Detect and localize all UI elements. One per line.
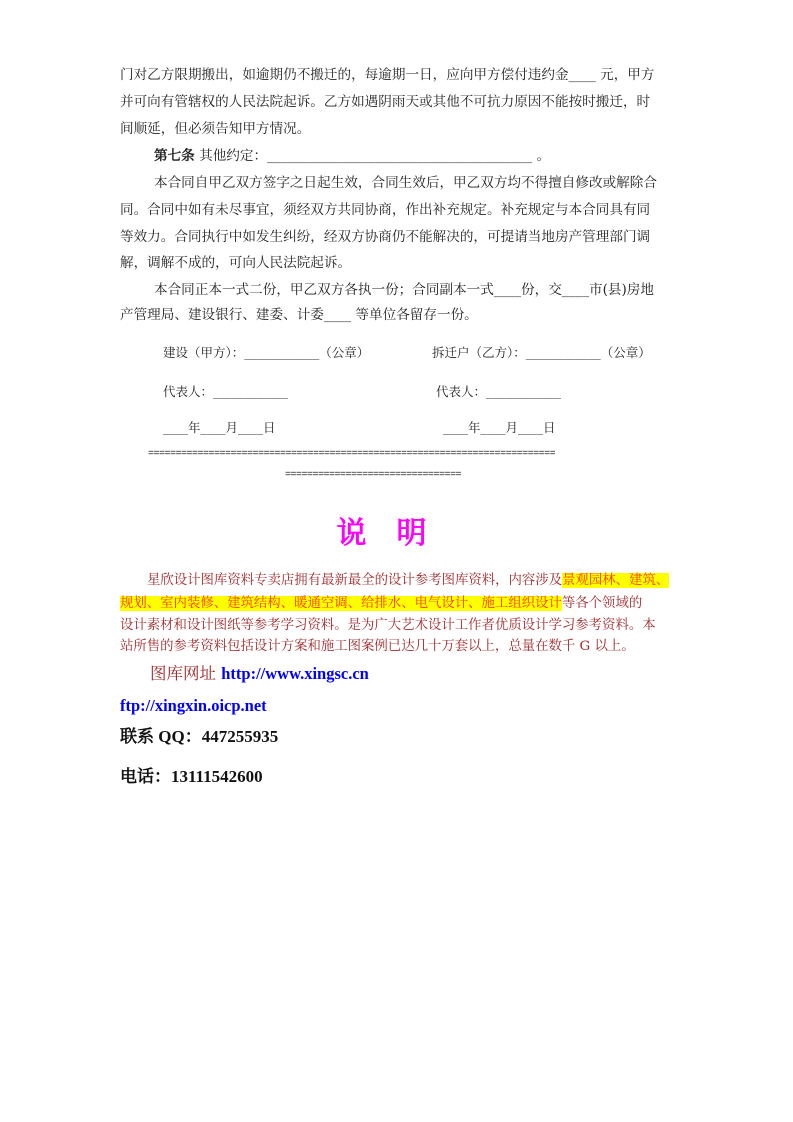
notice-text: 星欣设计图库资料专卖店拥有最新最全的设计参考图库资料，内容涉及 bbox=[147, 573, 563, 588]
text-line: 等效力。合同执行中如发生纠纷，经双方协商仍不能解决的，可提请当地房产管理部门调 bbox=[120, 229, 651, 245]
text-line: 同。合同中如有未尽事宜，须经双方共同协商，作出补充规定。补充规定与本合同具有同 bbox=[120, 202, 651, 218]
notice-line bbox=[147, 572, 669, 590]
site-link[interactable]: http://www.xingsc.cn bbox=[221, 664, 369, 683]
party-b-signature: 拆迁户（乙方）：____________（公章） bbox=[432, 345, 651, 360]
ftp-line bbox=[120, 697, 267, 716]
text-line: 解，调解不成的，可向人民法院起诉。 bbox=[120, 255, 352, 271]
phone-number: 13111542600 bbox=[171, 767, 263, 786]
notice-text: 等各个领域的 bbox=[561, 596, 643, 611]
article-7 bbox=[154, 147, 550, 165]
text-line: 本合同自甲乙双方签字之日起生效，合同生效后，甲乙双方均不得擅自修改或解除合 bbox=[154, 175, 657, 191]
article-7-label: 第七条 bbox=[154, 148, 195, 164]
text-line: 并可向有管辖权的人民法院起诉。乙方如遇阴雨天或其他不可抗力原因不能按时搬迁，时 bbox=[120, 94, 651, 110]
representative-b: 代表人：____________ bbox=[436, 384, 562, 399]
notice-line: 站所售的参考资料包括设计方案和施工图案例已达几十万套以上，总量在数千 G 以上。 bbox=[120, 639, 635, 654]
site-label: 图库网址 bbox=[150, 664, 222, 683]
text-line: 产管理局、建设银行、建委、计委____ 等单位各留存一份。 bbox=[120, 307, 478, 323]
highlighted-text: 景观园林、建筑、 bbox=[562, 573, 670, 588]
notice-title: 说明 bbox=[336, 516, 457, 551]
text-line: 本合同正本一式二份，甲乙双方各执一份；合同副本一式____份，交____市(县)房地 bbox=[154, 282, 654, 298]
highlighted-text: 规划、室内装修、建筑结构、暖通空调、给排水、电气设计、施工组织设计 bbox=[120, 596, 562, 611]
text-line: 门对乙方限期搬出，如逾期仍不搬迁的，每逾期一日，应向甲方偿付违约金____ 元，甲方 bbox=[120, 67, 655, 83]
notice-line bbox=[120, 595, 642, 613]
qq-line bbox=[120, 728, 278, 746]
qq-label: 联系 QQ： bbox=[120, 727, 202, 746]
phone-label: 电话： bbox=[120, 767, 171, 786]
notice-line: 设计素材和设计图纸等参考学习资料。是为广大艺术设计工作者优质设计学习参考资料。本 bbox=[120, 618, 656, 633]
separator: ================================ bbox=[285, 470, 462, 481]
date-a: ____年____月____日 bbox=[163, 420, 276, 435]
text-line: 间顺延，但必须告知甲方情况。 bbox=[120, 121, 311, 137]
article-7-text: 其他约定：_______________________________________ 。 bbox=[194, 148, 551, 164]
separator: ========================================================================== bbox=[148, 449, 556, 460]
ftp-link[interactable]: ftp://xingxin.oicp.net bbox=[120, 696, 267, 715]
qq-number: 447255935 bbox=[201, 727, 279, 746]
site-line bbox=[150, 665, 369, 684]
phone-line bbox=[120, 768, 263, 786]
party-a-signature: 建设（甲方）：____________（公章） bbox=[163, 345, 370, 360]
representative-a: 代表人：____________ bbox=[163, 384, 289, 399]
date-b: ____年____月____日 bbox=[443, 420, 556, 435]
